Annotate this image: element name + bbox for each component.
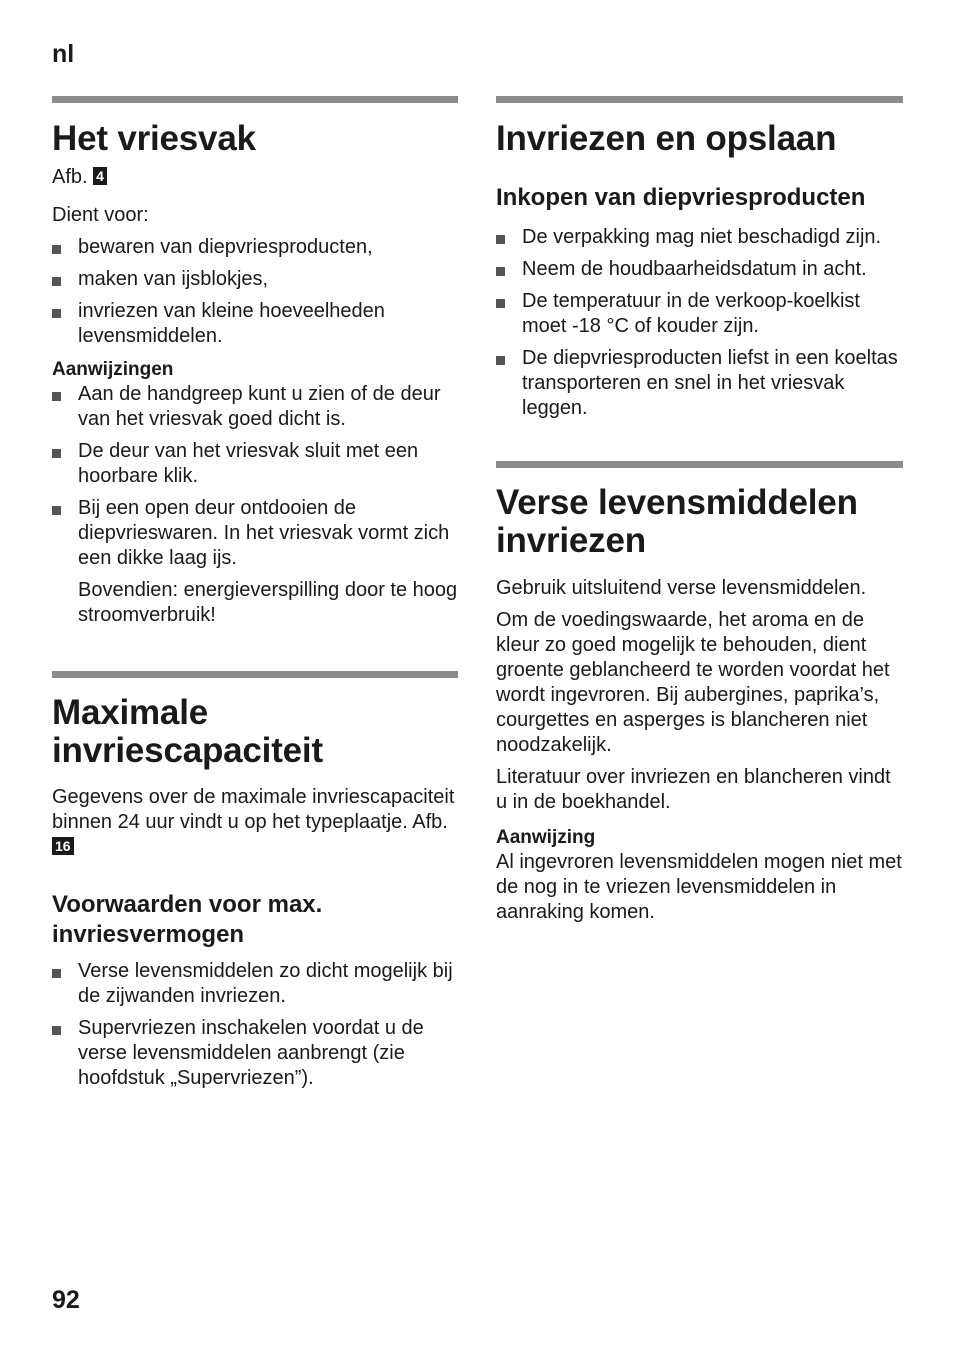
section-het-vriesvak (52, 96, 458, 628)
figure-number-badge: 4 (93, 167, 107, 185)
intro-text: Dient voor: (52, 204, 149, 226)
section-rule (496, 461, 903, 468)
list-item: Bij een open deur ontdooien de diepvrieswaren. In het vriesvak vormt zich een dikke laag ijs. (52, 496, 458, 571)
capacity-text: Gegevens over de maximale invriescapaciteit binnen 24 uur vindt u op het typeplaatje. Afb. 16 (52, 786, 455, 854)
figure-reference (52, 165, 458, 190)
notes-heading: Aanwijzingen (52, 359, 174, 380)
subsection-title: Voorwaarden voor max. invriesvermogen (52, 891, 323, 948)
left-column (52, 96, 458, 1098)
section-verse-levensmiddelen (496, 461, 903, 925)
section-rule (496, 96, 903, 103)
section-title: Maximale invriescapaciteit (52, 693, 323, 770)
notes-list (52, 382, 458, 571)
bullet-square-icon (52, 506, 61, 515)
list-item: bewaren van diepvriesproducten, (52, 235, 458, 260)
bullet-square-icon (52, 277, 61, 286)
section-title: Invriezen en opslaan (496, 119, 837, 158)
paragraph: Gebruik uitsluitend verse levensmiddelen. (496, 577, 867, 599)
list-item: Supervriezen inschakelen voordat u de verse levensmiddelen aanbrengt (zie hoofdstuk „Supervriezen”). (52, 1016, 458, 1091)
bullet-square-icon (52, 449, 61, 458)
list-item: Neem de houdbaarheidsdatum in acht. (496, 257, 903, 282)
bullet-square-icon (52, 1026, 61, 1035)
bullet-square-icon (496, 356, 505, 365)
subsection-title: Inkopen van diepvriesproducten (496, 184, 866, 211)
usage-list (52, 235, 458, 349)
list-item: invriezen van kleine hoeveelheden levensmiddelen. (52, 299, 458, 349)
shopping-tips-list (496, 225, 903, 421)
bullet-square-icon (496, 299, 505, 308)
list-item: Verse levensmiddelen zo dicht mogelijk bij de zijwanden invriezen. (52, 959, 458, 1009)
paragraph: Literatuur over invriezen en blancheren vindt u in de boekhandel. (496, 766, 891, 813)
bullet-square-icon (52, 309, 61, 318)
section-rule (52, 671, 458, 678)
right-column (496, 96, 903, 925)
bullet-square-icon (496, 267, 505, 276)
page-number: 92 (52, 1286, 80, 1314)
section-rule (52, 96, 458, 103)
note-extra-text: Bovendien: energieverspilling door te hoog stroomverbruik! (78, 579, 458, 626)
section-invriezen-en-opslaan (496, 96, 903, 421)
bullet-square-icon (52, 392, 61, 401)
bullet-square-icon (52, 245, 61, 254)
list-item: De deur van het vriesvak sluit met een hoorbare klik. (52, 439, 458, 489)
section-title: Het vriesvak (52, 119, 256, 158)
figure-prefix: Afb. (52, 166, 88, 188)
paragraph: Om de voedingswaarde, het aroma en de kleur zo goed mogelijk te behouden, dient groente geblancheerd te worden voordat het wordt ingevroren. Bij aubergines, paprika’s, courgettes en asperges is blancheren niet noodzakelijk. (496, 609, 890, 756)
list-item: De temperatuur in de verkoop-koelkist moet -18 °C of kouder zijn. (496, 289, 903, 339)
figure-number-badge: 16 (52, 837, 74, 855)
list-item: De diepvriesproducten liefst in een koeltas transporteren en snel in het vriesvak leggen. (496, 346, 903, 421)
language-code: nl (52, 40, 75, 68)
bullet-square-icon (496, 235, 505, 244)
list-item: Aan de handgreep kunt u zien of de deur van het vriesvak goed dicht is. (52, 382, 458, 432)
note-heading: Aanwijzing (496, 827, 596, 848)
conditions-list (52, 959, 458, 1091)
section-maximale-invriescapaciteit (52, 671, 458, 1091)
list-item: maken van ijsblokjes, (52, 267, 458, 292)
note-text: Al ingevroren levensmiddelen mogen niet met de nog in te vriezen levensmiddelen in aanraking komen. (496, 851, 902, 923)
bullet-square-icon (52, 969, 61, 978)
section-title: Verse levensmiddelen invriezen (496, 483, 858, 560)
list-item: De verpakking mag niet beschadigd zijn. (496, 225, 903, 250)
